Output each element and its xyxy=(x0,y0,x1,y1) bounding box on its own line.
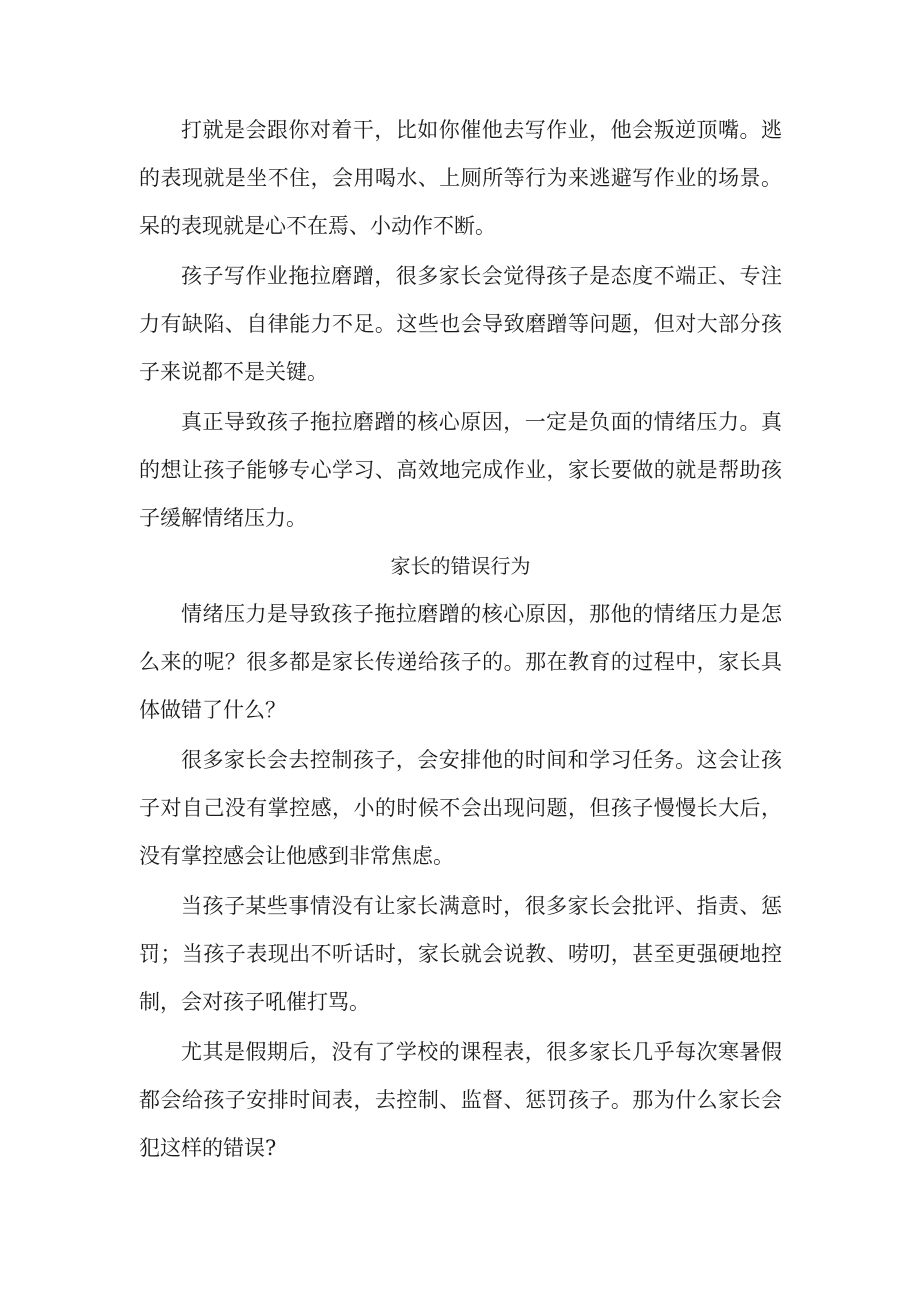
paragraph: 打就是会跟你对着干，比如你催他去写作业，他会叛逆顶嘴。逃的表现就是坐不住，会用喝水、上厕所等行为来逃避写作业的场景。呆的表现就是心不在焉、小动作不断。 xyxy=(139,118,782,238)
paragraph: 真正导致孩子拖拉磨蹭的核心原因，一定是负面的情绪压力。真的想让孩子能够专心学习、高效地完成作业，家长要做的就是帮助孩子缓解情绪压力。 xyxy=(139,410,782,530)
document-body xyxy=(139,106,782,1174)
paragraph: 尤其是假期后，没有了学校的课程表，很多家长几乎每次寒暑假都会给孩子安排时间表，去控制、监督、惩罚孩子。那为什么家长会犯这样的错误? xyxy=(139,1040,782,1160)
section-heading: 家长的错误行为 xyxy=(390,554,531,578)
paragraph: 很多家长会去控制孩子，会安排他的时间和学习任务。这会让孩子对自己没有掌控感，小的时候不会出现问题，但孩子慢慢长大后，没有掌控感会让他感到非常焦虑。 xyxy=(139,748,782,868)
paragraph: 孩子写作业拖拉磨蹭，很多家长会觉得孩子是态度不端正、专注力有缺陷、自律能力不足。这些也会导致磨蹭等问题，但对大部分孩子来说都不是关键。 xyxy=(139,264,782,384)
paragraph: 情绪压力是导致孩子拖拉磨蹭的核心原因，那他的情绪压力是怎么来的呢？很多都是家长传递给孩子的。那在教育的过程中，家长具体做错了什么？ xyxy=(139,602,782,722)
paragraph: 当孩子某些事情没有让家长满意时，很多家长会批评、指责、惩罚；当孩子表现出不听话时，家长就会说教、唠叨，甚至更强硬地控制，会对孩子吼催打骂。 xyxy=(139,894,782,1014)
